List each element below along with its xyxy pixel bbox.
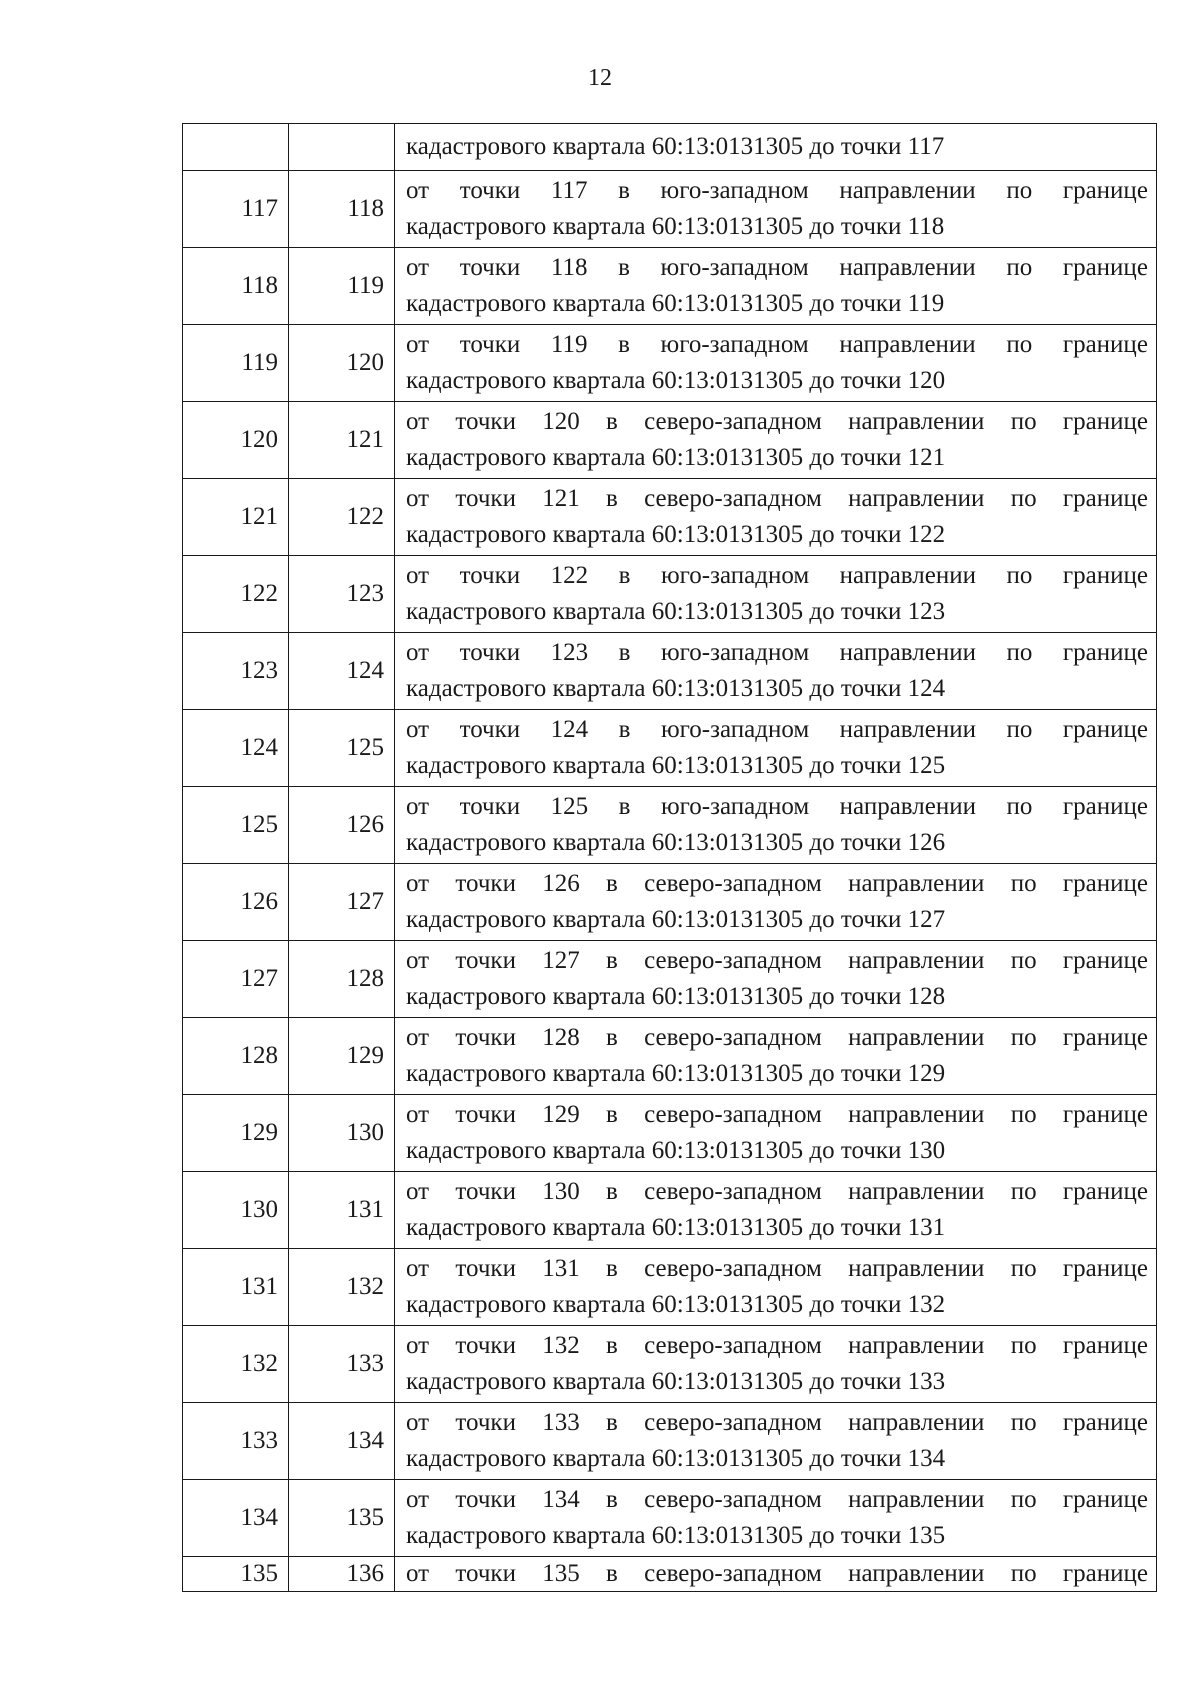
to-point-cell: 119: [289, 248, 395, 325]
to-point-cell: 135: [289, 1480, 395, 1557]
description-line-1: от точки 126 в северо-западном направлении по границе: [406, 870, 1148, 897]
description-cell: [395, 171, 1157, 248]
description-cell: [395, 1557, 1157, 1592]
to-point-cell: 127: [289, 864, 395, 941]
description-line-1: от точки 120 в северо-западном направлении по границе: [406, 408, 1148, 435]
description-line-2: кадастрового квартала 60:13:0131305 до точки 131: [406, 1214, 946, 1241]
description-cell: [395, 1172, 1157, 1249]
to-point-cell: 125: [289, 710, 395, 787]
to-point-cell: [289, 124, 395, 171]
description-cell: [395, 1480, 1157, 1557]
to-point-cell: 132: [289, 1249, 395, 1326]
description-cell: [395, 1018, 1157, 1095]
description-line-2: кадастрового квартала 60:13:0131305 до точки 121: [406, 444, 946, 471]
table-row: [183, 402, 1157, 479]
table-row: [183, 1095, 1157, 1172]
from-point-cell: 123: [183, 633, 289, 710]
description-line-1: от точки 128 в северо-западном направлении по границе: [406, 1024, 1148, 1051]
description-line-2: кадастрового квартала 60:13:0131305 до точки 119: [406, 290, 945, 317]
to-point-cell: 131: [289, 1172, 395, 1249]
to-point-cell: 130: [289, 1095, 395, 1172]
description-cell: [395, 1326, 1157, 1403]
to-point-cell: 120: [289, 325, 395, 402]
from-point-cell: 126: [183, 864, 289, 941]
from-point-cell: 121: [183, 479, 289, 556]
from-point-cell: [183, 124, 289, 171]
to-point-cell: 128: [289, 941, 395, 1018]
to-point-cell: 133: [289, 1326, 395, 1403]
from-point-cell: 134: [183, 1480, 289, 1557]
table-row: [183, 124, 1157, 171]
to-point-cell: 126: [289, 787, 395, 864]
description-cell: [395, 1249, 1157, 1326]
table-row: [183, 1403, 1157, 1480]
from-point-cell: 118: [183, 248, 289, 325]
from-point-cell: 125: [183, 787, 289, 864]
table-row: [183, 864, 1157, 941]
description-cell: [395, 787, 1157, 864]
table-row: [183, 1557, 1157, 1592]
from-point-cell: 127: [183, 941, 289, 1018]
description-line-1: от точки 124 в юго-западном направлении по границе: [406, 716, 1148, 743]
table-row: [183, 171, 1157, 248]
table-row: [183, 787, 1157, 864]
description-line-2: кадастрового квартала 60:13:0131305 до точки 130: [406, 1137, 946, 1164]
table-row: [183, 248, 1157, 325]
table-row: [183, 556, 1157, 633]
to-point-cell: 118: [289, 171, 395, 248]
description-line-2: кадастрового квартала 60:13:0131305 до точки 134: [406, 1445, 946, 1472]
table-row: [183, 1018, 1157, 1095]
to-point-cell: 134: [289, 1403, 395, 1480]
description-cell: [395, 1403, 1157, 1480]
description-line-2: кадастрового квартала 60:13:0131305 до точки 123: [406, 598, 946, 625]
table-row: [183, 633, 1157, 710]
from-point-cell: 130: [183, 1172, 289, 1249]
description-line-1: от точки 131 в северо-западном направлении по границе: [406, 1255, 1148, 1282]
description-line-2: кадастрового квартала 60:13:0131305 до точки 125: [406, 752, 946, 779]
description-line-2: кадастрового квартала 60:13:0131305 до точки 127: [406, 906, 946, 933]
from-point-cell: 128: [183, 1018, 289, 1095]
boundary-table: [182, 123, 1157, 1592]
description-cell: [395, 941, 1157, 1018]
description-line-1: от точки 129 в северо-западном направлении по границе: [406, 1101, 1148, 1128]
from-point-cell: 117: [183, 171, 289, 248]
description-cell: [395, 402, 1157, 479]
description-cell: [395, 479, 1157, 556]
description-line-2: кадастрового квартала 60:13:0131305 до точки 135: [406, 1522, 946, 1549]
description-text: кадастрового квартала 60:13:0131305 до точки 117: [406, 133, 945, 160]
description-line-2: кадастрового квартала 60:13:0131305 до точки 133: [406, 1368, 946, 1395]
description-line-1: от точки 127 в северо-западном направлении по границе: [406, 947, 1148, 974]
table-row: [183, 1172, 1157, 1249]
to-point-cell: 121: [289, 402, 395, 479]
from-point-cell: 133: [183, 1403, 289, 1480]
table-row: [183, 941, 1157, 1018]
description-line-1: от точки 117 в юго-западном направлении по границе: [406, 177, 1148, 204]
description-cell: [395, 633, 1157, 710]
description-cell: [395, 325, 1157, 402]
table-row: [183, 1249, 1157, 1326]
description-cell: [395, 710, 1157, 787]
description-line-2: кадастрового квартала 60:13:0131305 до точки 124: [406, 675, 946, 702]
description-line-1: от точки 132 в северо-западном направлении по границе: [406, 1332, 1148, 1359]
table-row: [183, 479, 1157, 556]
description-line-1: от точки 123 в юго-западном направлении по границе: [406, 639, 1148, 666]
description-line-1: от точки 134 в северо-западном направлении по границе: [406, 1486, 1148, 1513]
to-point-cell: 123: [289, 556, 395, 633]
from-point-cell: 132: [183, 1326, 289, 1403]
description-line-2: кадастрового квартала 60:13:0131305 до точки 122: [406, 521, 946, 548]
description-line-2: кадастрового квартала 60:13:0131305 до точки 120: [406, 367, 946, 394]
description-line-2: кадастрового квартала 60:13:0131305 до точки 118: [406, 213, 945, 240]
description-line-2: кадастрового квартала 60:13:0131305 до точки 128: [406, 983, 946, 1010]
description-line-1: от точки 119 в юго-западном направлении по границе: [406, 331, 1148, 358]
description-line-1: от точки 135 в северо-западном направлении по границе: [406, 1560, 1148, 1587]
description-cell: [395, 556, 1157, 633]
from-point-cell: 120: [183, 402, 289, 479]
description-cell: [395, 248, 1157, 325]
table-row: [183, 325, 1157, 402]
table-row: [183, 1326, 1157, 1403]
description-line-1: от точки 118 в юго-западном направлении по границе: [406, 254, 1148, 281]
to-point-cell: 122: [289, 479, 395, 556]
to-point-cell: 124: [289, 633, 395, 710]
from-point-cell: 122: [183, 556, 289, 633]
description-cell: [395, 1095, 1157, 1172]
description-line-1: от точки 122 в юго-западном направлении по границе: [406, 562, 1148, 589]
page-number: 12: [588, 65, 612, 91]
from-point-cell: 135: [183, 1557, 289, 1592]
description-line-1: от точки 121 в северо-западном направлении по границе: [406, 485, 1148, 512]
from-point-cell: 129: [183, 1095, 289, 1172]
description-line-1: от точки 130 в северо-западном направлении по границе: [406, 1178, 1148, 1205]
to-point-cell: 129: [289, 1018, 395, 1095]
table-row: [183, 1480, 1157, 1557]
description-line-1: от точки 125 в юго-западном направлении по границе: [406, 793, 1148, 820]
to-point-cell: 136: [289, 1557, 395, 1592]
description-line-1: от точки 133 в северо-западном направлении по границе: [406, 1409, 1148, 1436]
from-point-cell: 119: [183, 325, 289, 402]
description-line-2: кадастрового квартала 60:13:0131305 до точки 126: [406, 829, 946, 856]
description-cell: [395, 864, 1157, 941]
description-line-2: кадастрового квартала 60:13:0131305 до точки 129: [406, 1060, 946, 1087]
from-point-cell: 131: [183, 1249, 289, 1326]
from-point-cell: 124: [183, 710, 289, 787]
table-row: [183, 710, 1157, 787]
description-cell: [395, 124, 1157, 171]
description-line-2: кадастрового квартала 60:13:0131305 до точки 132: [406, 1291, 946, 1318]
